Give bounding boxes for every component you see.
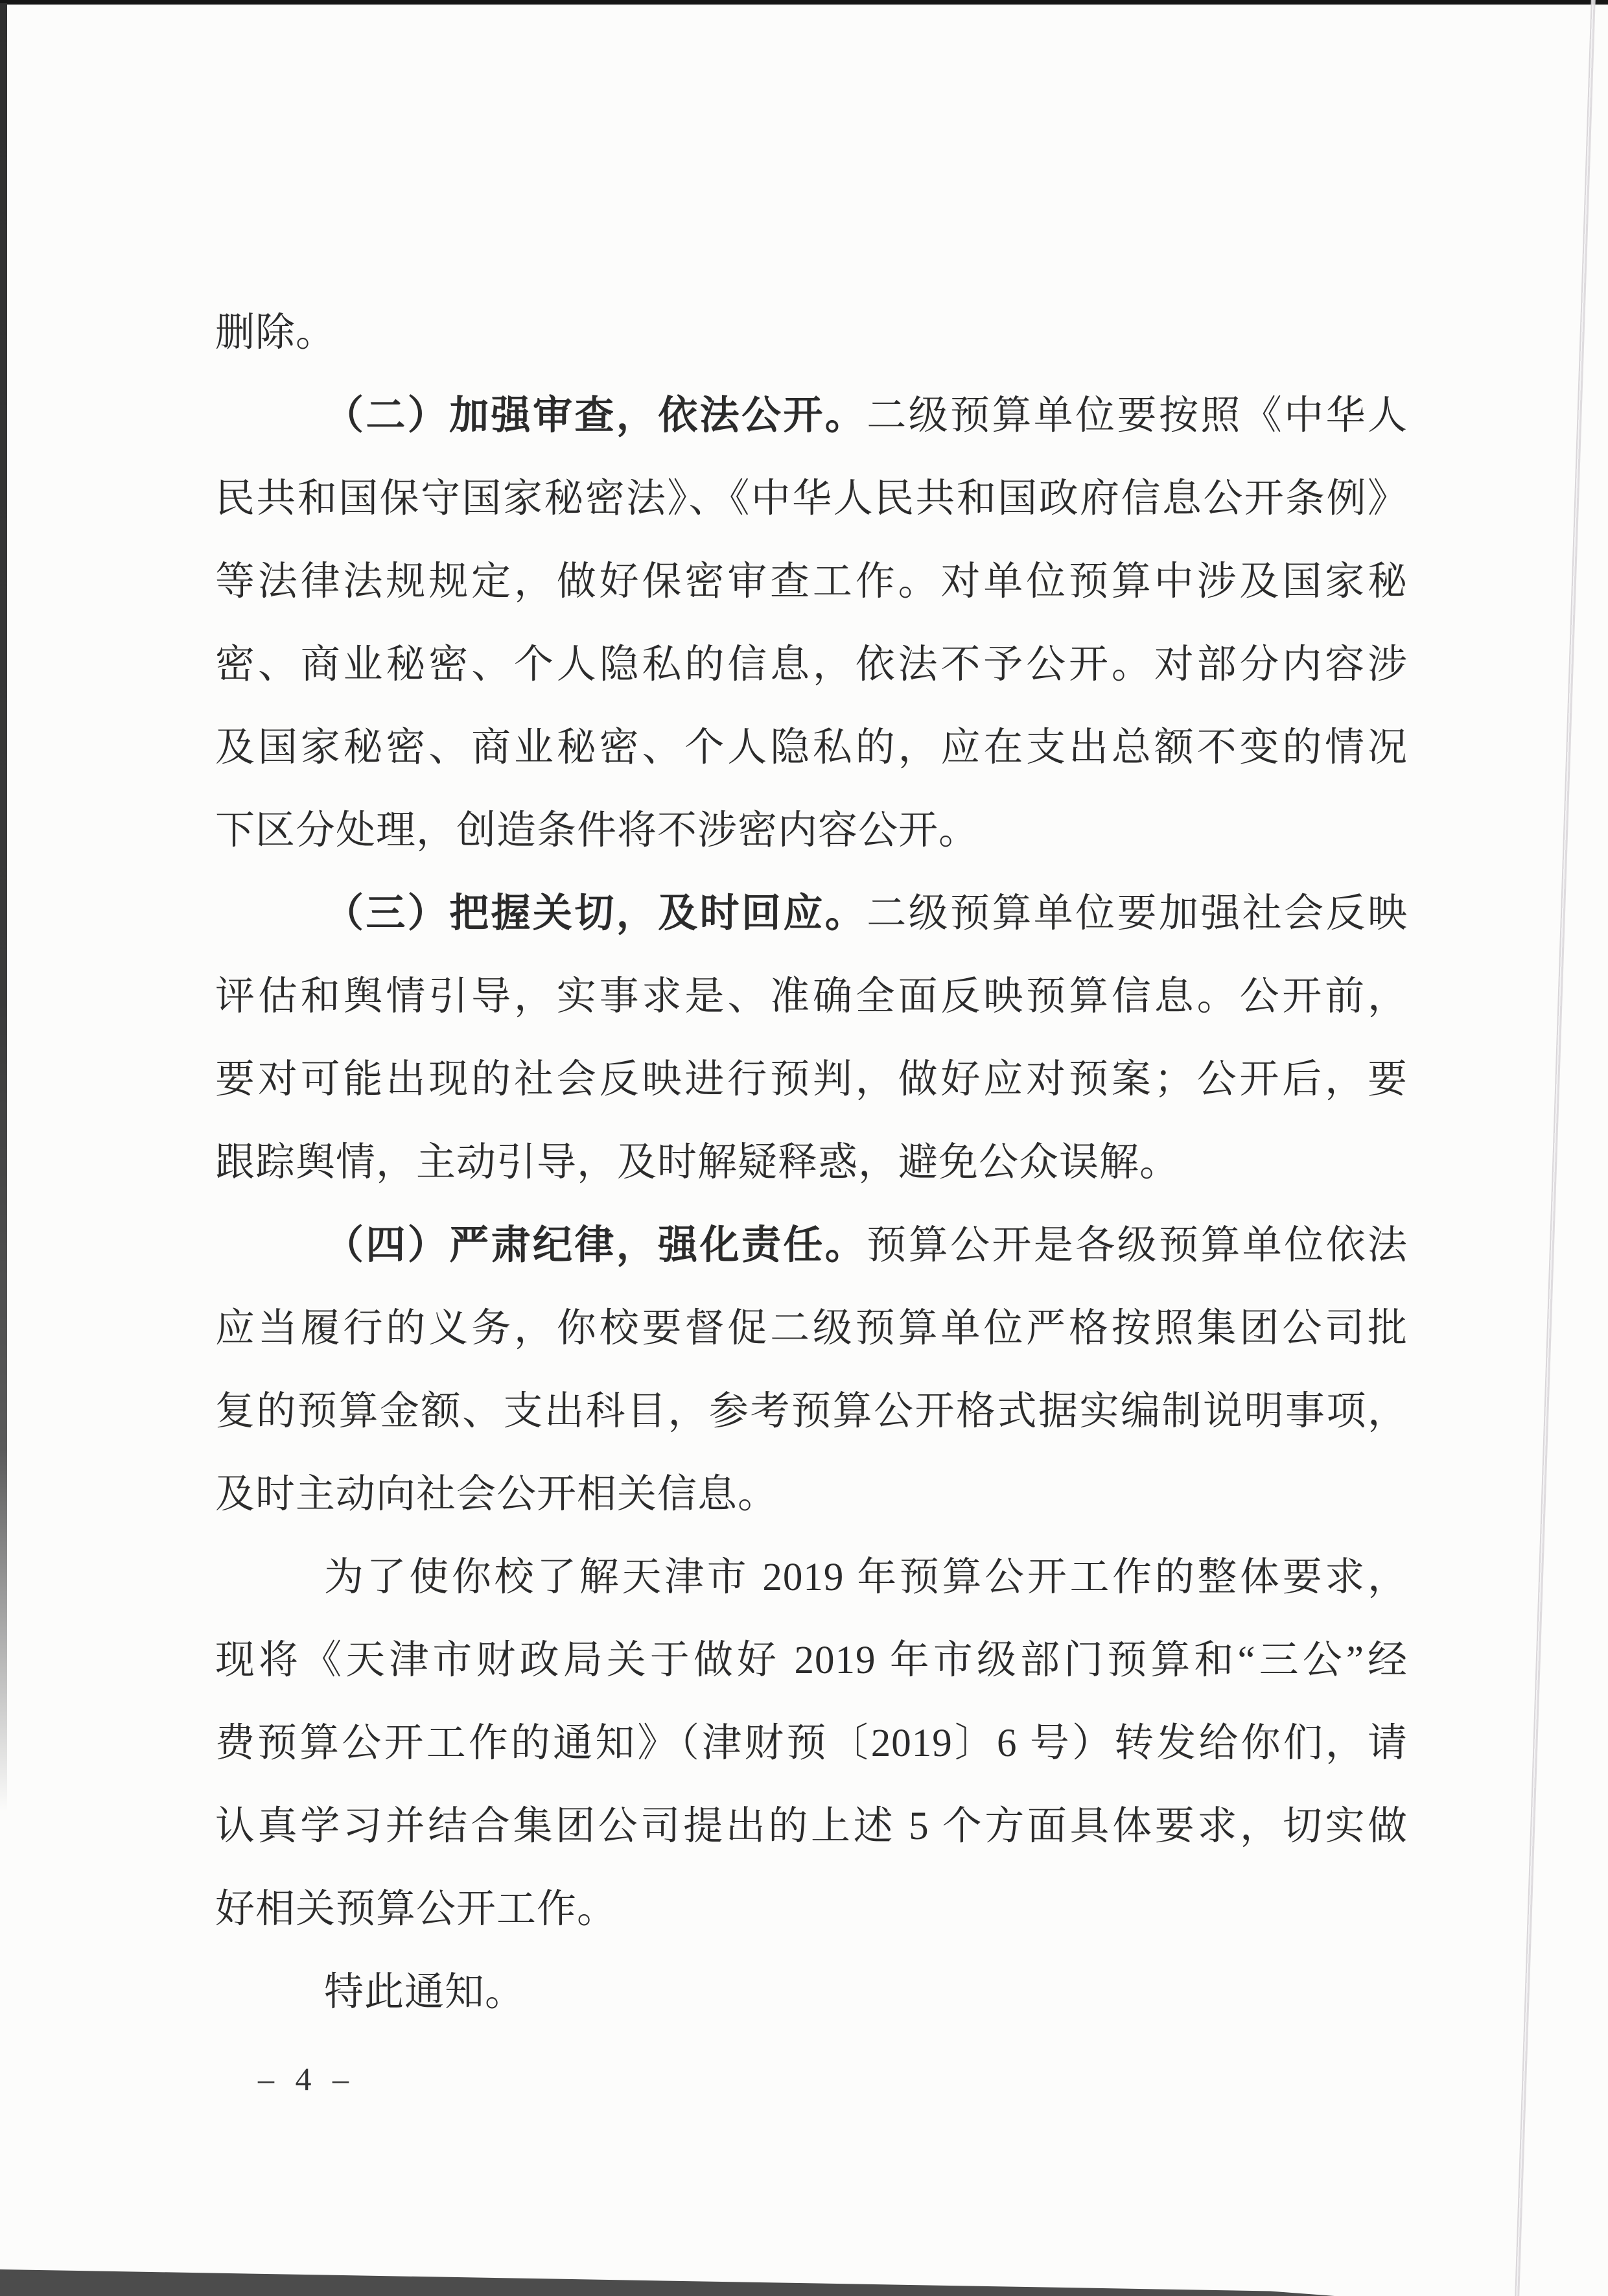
text-line <box>215 1868 1408 1951</box>
text-segment: 认真学习并结合集团公司提出的上述 5 个方面具体要求，切实做 <box>215 1805 1408 1848</box>
text-line <box>215 1370 1408 1453</box>
text-segment: 删除。 <box>215 311 336 355</box>
text-line <box>215 1121 1408 1204</box>
text-line <box>215 624 1408 707</box>
text-segment: 复的预算金额、支出科目，参考预算公开格式据实编制说明事项， <box>215 1390 1408 1433</box>
text-line <box>215 873 1408 955</box>
text-line <box>215 1287 1408 1370</box>
text-segment: 现将《天津市财政局关于做好 2019 年市级部门预算和“三公”经 <box>215 1639 1408 1682</box>
text-line <box>215 541 1408 624</box>
text-line <box>215 955 1408 1038</box>
scan-left-border <box>0 3 7 1812</box>
text-segment: 要对可能出现的社会反映进行预判，做好应对预案；公开后，要 <box>215 1058 1408 1101</box>
text-segment: 跟踪舆情，主动引导，及时解疑释惑，避免公众误解。 <box>215 1141 1180 1184</box>
text-line <box>215 292 1408 375</box>
text-line <box>215 375 1408 458</box>
text-segment: 密、商业秘密、个人隐私的信息，依法不予公开。对部分内容涉 <box>215 643 1408 686</box>
text-segment: 好相关预算公开工作。 <box>215 1888 618 1931</box>
page-number: – 4 – <box>258 2061 355 2097</box>
text-segment: 及国家秘密、商业秘密、个人隐私的，应在支出总额不变的情况 <box>215 726 1408 769</box>
scan-bottom-band <box>0 2261 1608 2296</box>
text-line <box>215 1702 1408 1785</box>
text-segment: 为了使你校了解天津市 2019 年预算公开工作的整体要求， <box>324 1556 1408 1599</box>
text-line <box>215 1619 1408 1702</box>
text-segment: 下区分处理，创造条件将不涉密内容公开。 <box>215 809 979 852</box>
text-segment: 费预算公开工作的通知》（津财预〔2019〕6 号）转发给你们，请 <box>215 1722 1408 1765</box>
text-line <box>215 1204 1408 1287</box>
text-segment: 及时主动向社会公开相关信息。 <box>215 1473 778 1516</box>
text-line <box>215 1785 1408 1868</box>
text-segment: 民共和国保守国家秘密法》、《中华人民共和国政府信息公开条例》 <box>215 477 1408 521</box>
document-body <box>215 292 1408 2034</box>
text-line <box>215 1536 1408 1619</box>
text-segment: 等法律法规规定，做好保密审查工作。对单位预算中涉及国家秘 <box>215 560 1408 603</box>
page-edge-line <box>1515 0 1596 2296</box>
text-segment: 二级预算单位要加强社会反映 <box>867 892 1408 935</box>
text-line <box>215 458 1408 541</box>
text-line <box>215 790 1408 873</box>
text-segment-bold: （四）严肃纪律，强化责任。 <box>324 1224 867 1267</box>
scan-top-border <box>0 0 1608 5</box>
text-line <box>215 1453 1408 1536</box>
text-line <box>215 707 1408 790</box>
text-segment: 应当履行的义务，你校要督促二级预算单位严格按照集团公司批 <box>215 1307 1408 1350</box>
text-line <box>215 1951 1408 2034</box>
text-line <box>215 1038 1408 1121</box>
text-segment: 评估和舆情引导，实事求是、准确全面反映预算信息。公开前， <box>215 975 1408 1018</box>
text-segment-bold: （二）加强审查，依法公开。 <box>324 394 867 438</box>
text-segment: 预算公开是各级预算单位依法 <box>867 1224 1408 1267</box>
text-segment: 二级预算单位要按照《中华人 <box>867 394 1408 438</box>
text-segment-bold: （三）把握关切，及时回应。 <box>324 892 867 935</box>
text-segment: 特此通知。 <box>324 1971 526 2014</box>
